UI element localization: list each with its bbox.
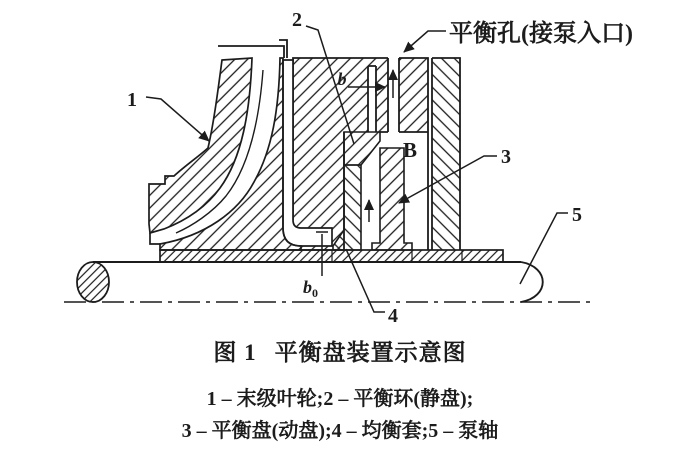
legend-line-2: 3 – 平衡盘(动盘);4 – 均衡套;5 – 泵轴 [181,420,499,442]
fit-gap-slot [368,66,376,132]
balance-disc-assembly [333,132,412,250]
static-ring-lip [344,132,380,165]
part-label-1: 1 [127,89,137,111]
impeller [149,58,301,250]
gap-top-bracket [218,40,287,58]
part-label-4: 4 [388,305,398,327]
leader-balance-hole [404,31,446,52]
legend-line-1: 1 – 末级叶轮;2 – 平衡环(静盘); [206,388,474,410]
part-label-2: 2 [292,9,302,31]
figure-title: 平衡盘装置示意图 [274,340,467,365]
part-label-5: 5 [572,204,582,226]
callout-balance-hole: 平衡孔(接泵入口) [449,21,633,47]
shaft-break-ellipse [77,262,109,302]
figure-caption [0,334,680,367]
shaft-end-cap [521,262,543,302]
leader-5 [520,213,568,284]
casing-right-column [432,58,460,250]
shaft-sleeve-band [160,250,503,262]
figure-number: 图 1 [213,340,257,365]
dim-label-b0: $b_0$ [303,277,318,300]
leader-1 [146,97,209,141]
chamber-label-B: B [402,138,418,162]
impeller-step-edge [150,233,160,244]
dim-label-b: b [337,69,347,89]
part-label-3: 3 [501,146,511,168]
casing-and-balance-ring [293,57,460,250]
pump-shaft [64,262,596,302]
